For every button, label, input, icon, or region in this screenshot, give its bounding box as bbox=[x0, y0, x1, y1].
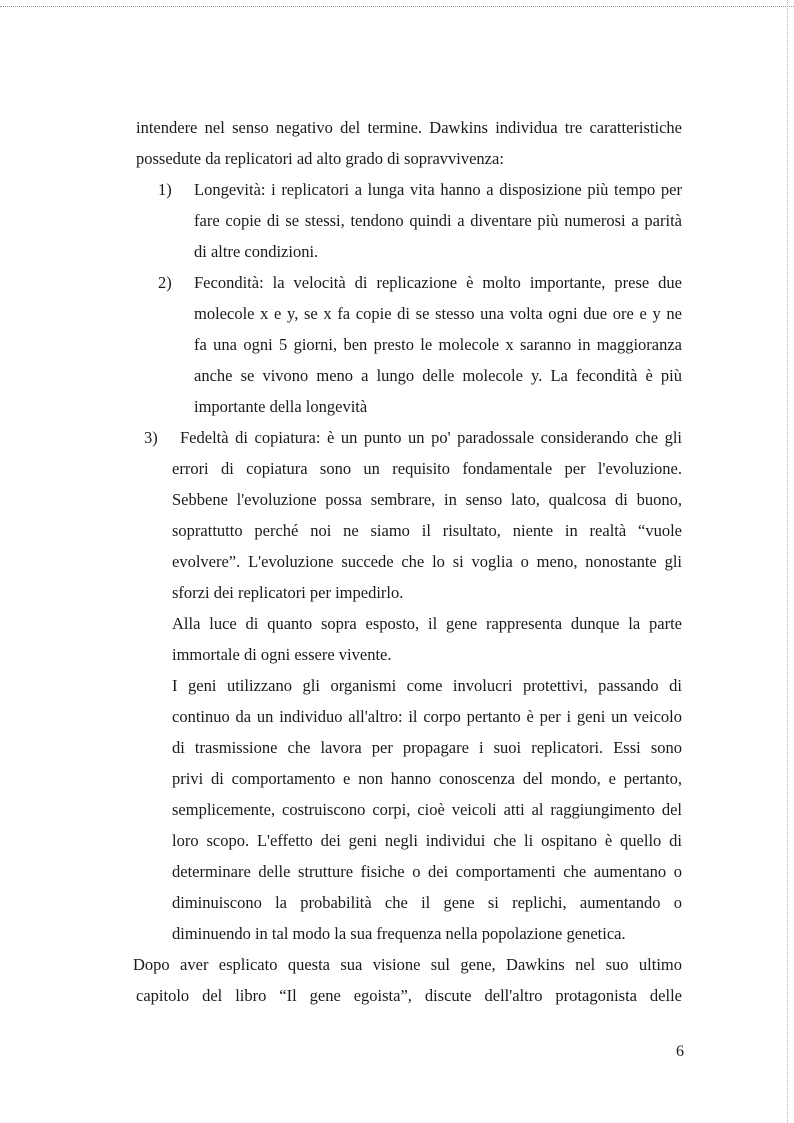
text-line: Dopo aver esplicato questa sua visione sul gene, Dawkins nel suo ultimo bbox=[133, 955, 682, 974]
text-line: di trasmissione che lavora per propagare i suoi replicatori. Essi sono bbox=[172, 738, 682, 757]
list-item-2 bbox=[158, 267, 682, 298]
list-number: 2) bbox=[158, 273, 172, 292]
text-line: possedute da replicatori ad alto grado di sopravvivenza: bbox=[136, 149, 504, 168]
text-line: di altre condizioni. bbox=[194, 242, 319, 261]
text-line: molecole x e y, se x fa copie di se stesso una volta ogni due ore e y ne bbox=[194, 304, 682, 323]
text-line: privi di comportamento e non hanno conoscenza del mondo, e pertanto, bbox=[172, 769, 682, 788]
text-line: Sebbene l'evoluzione possa sembrare, in senso lato, qualcosa di buono, bbox=[172, 490, 682, 509]
text-line: evolvere”. L'evoluzione succede che lo si voglia o meno, nonostante gli bbox=[172, 552, 682, 571]
list-item-3 bbox=[144, 422, 682, 453]
text-line: importante della longevità bbox=[194, 397, 368, 416]
text-line: sforzi dei replicatori per impedirlo. bbox=[172, 583, 404, 602]
list-item-text: Fecondità: la velocità di replicazione è molto importante, prese due bbox=[194, 273, 682, 292]
scan-edge-top bbox=[0, 6, 794, 7]
text-line: determinare delle strutture fisiche o dei comportamenti che aumentano o bbox=[172, 862, 682, 881]
list-number: 1) bbox=[158, 180, 172, 199]
text-line: immortale di ogni essere vivente. bbox=[172, 645, 392, 664]
text-line: diminuendo in tal modo la sua frequenza nella popolazione genetica. bbox=[172, 924, 626, 943]
text-line: anche se vivono meno a lungo delle molecole y. La fecondità è più bbox=[194, 366, 682, 385]
body-text bbox=[133, 112, 682, 1011]
text-line: fa una ogni 5 giorni, ben presto le molecole x saranno in maggioranza bbox=[194, 335, 682, 354]
scan-edge-right bbox=[787, 0, 788, 1123]
text-line: continuo da un individuo all'altro: il corpo pertanto è per i geni un veicolo bbox=[172, 707, 682, 726]
list-number: 3) bbox=[144, 428, 158, 447]
page-number: 6 bbox=[676, 1043, 684, 1060]
list-item-text: Fedeltà di copiatura: è un punto un po' paradossale considerando che gli bbox=[180, 428, 682, 447]
text-line: loro scopo. L'effetto dei geni negli individui che li ospitano è quello di bbox=[172, 831, 682, 850]
text-line: semplicemente, costruiscono corpi, cioè veicoli atti al raggiungimento del bbox=[172, 800, 682, 819]
text-line: intendere nel senso negativo del termine. Dawkins individua tre caratteristiche bbox=[136, 118, 682, 137]
list-item-1 bbox=[158, 174, 682, 205]
text-line: soprattutto perché noi ne siamo il risultato, niente in realtà “vuole bbox=[172, 521, 682, 540]
text-line: diminuiscono la probabilità che il gene si replichi, aumentando o bbox=[172, 893, 682, 912]
text-line: fare copie di se stessi, tendono quindi a diventare più numerosi a parità bbox=[194, 211, 682, 230]
list-item-text: Longevità: i replicatori a lunga vita hanno a disposizione più tempo per bbox=[194, 180, 682, 199]
text-line: I geni utilizzano gli organismi come involucri protettivi, passando di bbox=[172, 676, 682, 695]
text-line: Alla luce di quanto sopra esposto, il gene rappresenta dunque la parte bbox=[172, 614, 682, 633]
text-line: capitolo del libro “Il gene egoista”, discute dell'altro protagonista delle bbox=[136, 986, 682, 1005]
text-line: errori di copiatura sono un requisito fondamentale per l'evoluzione. bbox=[172, 459, 682, 478]
